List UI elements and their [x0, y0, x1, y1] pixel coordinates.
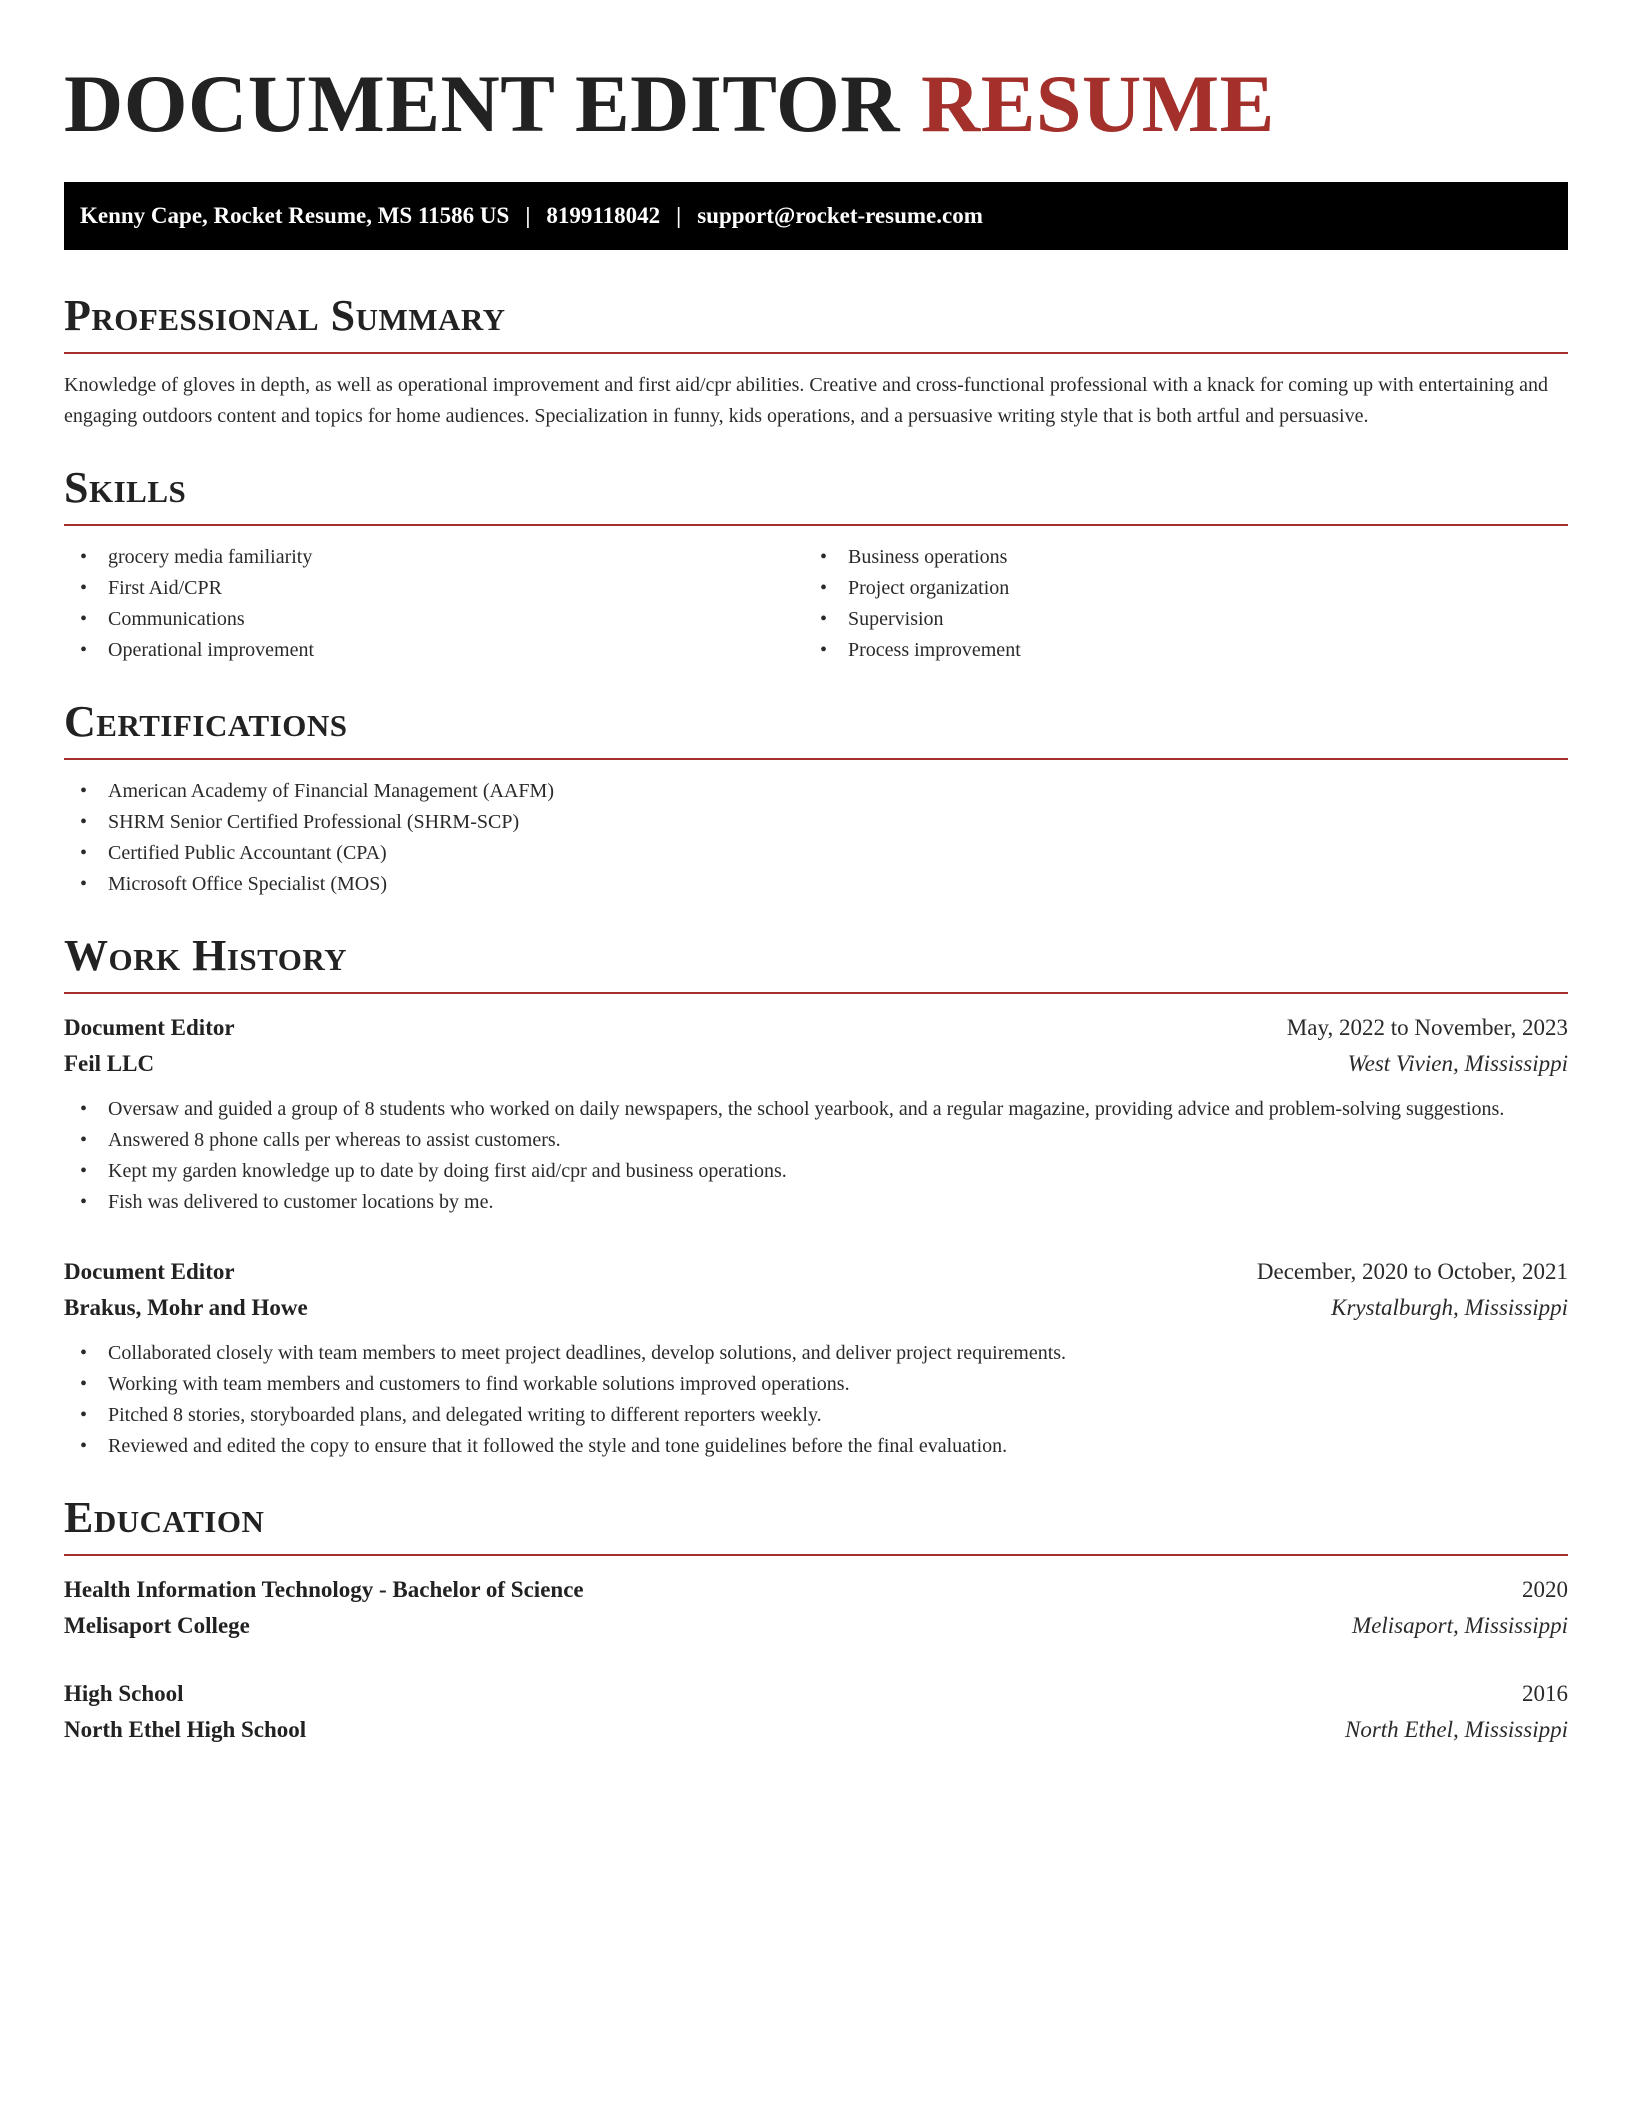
title-main: DOCUMENT EDITOR: [64, 58, 900, 149]
job-bullet: • Working with team members and customers to find workable solutions improved operations.: [64, 1369, 1568, 1400]
education-location: North Ethel, Mississippi: [1345, 1717, 1568, 1742]
job-bullet: • Pitched 8 stories, storyboarded plans, and delegated writing to different reporters weekly.: [64, 1400, 1568, 1431]
skills-section: [64, 462, 1568, 666]
skills-grid: [64, 542, 1568, 666]
education-school-row: [64, 1712, 1568, 1748]
education-school-row: [64, 1608, 1568, 1644]
contact-separator: |: [676, 203, 682, 228]
certifications-list: [64, 776, 1568, 900]
certification-item: • Certified Public Accountant (CPA): [64, 838, 1568, 869]
work-history-section: [64, 930, 1568, 1462]
education-school: North Ethel High School: [64, 1717, 307, 1742]
contact-separator: |: [525, 203, 531, 228]
job-dates: December, 2020 to October, 2021: [1256, 1259, 1568, 1284]
education-year: 2016: [1522, 1681, 1568, 1706]
skill-item: • Business operations: [804, 542, 1568, 573]
summary-section: [64, 290, 1568, 432]
job-bullet: • Answered 8 phone calls per whereas to assist customers.: [64, 1125, 1568, 1156]
education-location: Melisaport, Mississippi: [1352, 1613, 1568, 1638]
certification-item: • SHRM Senior Certified Professional (SHRM-SCP): [64, 807, 1568, 838]
title-accent: RESUME: [921, 58, 1275, 149]
certification-item: • Microsoft Office Specialist (MOS): [64, 869, 1568, 900]
contact-bar: [64, 182, 1568, 250]
skill-item: • Process improvement: [804, 635, 1568, 666]
job-bullets: [64, 1094, 1568, 1218]
job-title: Document Editor: [64, 1015, 235, 1040]
education-heading: Education: [64, 1492, 1568, 1556]
education-degree: High School: [64, 1681, 184, 1706]
summary-heading: Professional Summary: [64, 290, 1568, 354]
job-company: Brakus, Mohr and Howe: [64, 1295, 308, 1320]
job-title: Document Editor: [64, 1259, 235, 1284]
job-bullet: • Collaborated closely with team members to meet project deadlines, develop solutions, and deliver project requirements.: [64, 1338, 1568, 1369]
education-degree-row: [64, 1676, 1568, 1712]
job-location: Krystalburgh, Mississippi: [1331, 1295, 1568, 1320]
job-title-row: [64, 1010, 1568, 1046]
certifications-section: [64, 696, 1568, 900]
skills-list-right: [804, 542, 1568, 666]
education-degree-row: [64, 1572, 1568, 1608]
job-title-row: [64, 1254, 1568, 1290]
job-company-row: [64, 1046, 1568, 1082]
skills-list-left: [64, 542, 804, 666]
job-company: Feil LLC: [64, 1051, 155, 1076]
job-bullet: • Oversaw and guided a group of 8 students who worked on daily newspapers, the school yearbook, and a regular magazine, providing advice and problem-solving suggestions.: [64, 1094, 1568, 1125]
job-location: West Vivien, Mississippi: [1347, 1051, 1568, 1076]
job-entry: [64, 1010, 1568, 1218]
job-bullet: • Reviewed and edited the copy to ensure that it followed the style and tone guidelines before the final evaluation.: [64, 1431, 1568, 1462]
education-school: Melisaport College: [64, 1613, 250, 1638]
skill-item: • Supervision: [804, 604, 1568, 635]
skill-item: • Project organization: [804, 573, 1568, 604]
contact-email: support@rocket-resume.com: [697, 203, 983, 228]
contact-phone: 8199118042: [546, 203, 661, 228]
education-year: 2020: [1522, 1577, 1568, 1602]
job-bullet: • Kept my garden knowledge up to date by doing first aid/cpr and business operations.: [64, 1156, 1568, 1187]
certification-item: • American Academy of Financial Management (AAFM): [64, 776, 1568, 807]
work-history-heading: Work History: [64, 930, 1568, 994]
skills-heading: Skills: [64, 462, 1568, 526]
skill-item: • Communications: [64, 604, 804, 635]
certifications-heading: Certifications: [64, 696, 1568, 760]
education-degree: Health Information Technology - Bachelor of Science: [64, 1577, 584, 1602]
job-bullet: • Fish was delivered to customer locations by me.: [64, 1187, 1568, 1218]
skill-item: • Operational improvement: [64, 635, 804, 666]
summary-text: Knowledge of gloves in depth, as well as operational improvement and first aid/cpr abilities. Creative and cross-functional professional with a knack for coming up with entertaining and engaging outdoors content and topics for home audiences. Specialization in funny, kids operations, and a persuasive writing style that is both artful and persuasive.: [64, 374, 1549, 427]
skill-item: • First Aid/CPR: [64, 573, 804, 604]
resume-title: [64, 0, 1568, 150]
education-section: [64, 1492, 1568, 1748]
skill-item: • grocery media familiarity: [64, 542, 804, 573]
job-dates: May, 2022 to November, 2023: [1286, 1015, 1568, 1040]
job-bullets: [64, 1338, 1568, 1462]
contact-address: Kenny Cape, Rocket Resume, MS 11586 US: [80, 203, 510, 228]
job-company-row: [64, 1290, 1568, 1326]
education-entry: [64, 1676, 1568, 1748]
education-entry: [64, 1572, 1568, 1644]
job-entry: [64, 1254, 1568, 1462]
